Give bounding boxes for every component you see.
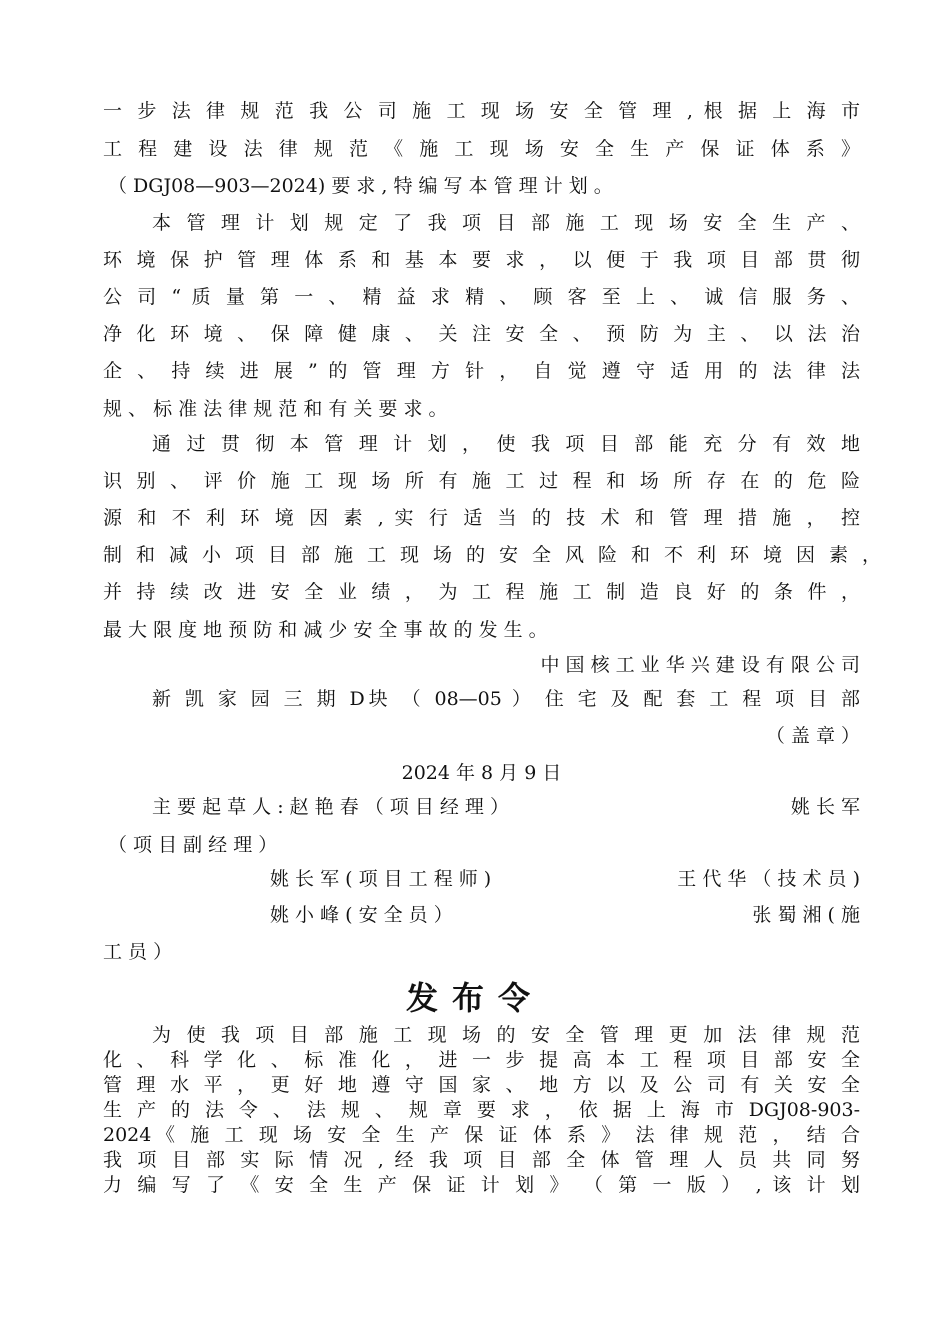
text-line: 制 和 减 小 项 目 部 施 工 现 场 的 安 全 风 险 和 不 利 环 境 因 素 ， (103, 544, 881, 566)
project-department: 新 凯 家 园 三 期 D块 （ 08—05 ） 住 宅 及 配 套 工 程 项 目 部 (152, 688, 860, 710)
text-line: 为 使 我 项 目 部 施 工 现 场 的 安 全 管 理 更 加 法 律 规 范 (152, 1024, 860, 1046)
text-line: 一 步 法 律 规 范 我 公 司 施 工 现 场 安 全 管 理 , 根 据 上 海 市 (103, 100, 860, 122)
drafter-line: 张 蜀 湘 ( 施 (752, 904, 860, 926)
text-line: （ DGJ08—903—2024) 要 求 , 特 编 写 本 管 理 计 划 。 (108, 175, 613, 197)
drafter-line: 主 要 起 草 人 : 赵 艳 春 （ 项 目 经 理 ） (152, 796, 509, 818)
text-line: 源 和 不 利 环 境 因 素 , 实 行 适 当 的 技 术 和 管 理 措 施 ， 控 (103, 507, 860, 529)
drafter-line: 姚 小 峰 ( 安 全 员 ） (270, 904, 453, 926)
drafter-line: 王 代 华 （ 技 术 员 ) (677, 868, 860, 890)
release-order-title: 发布令 (405, 979, 544, 1017)
text-line: 公 司 “ 质 量 第 一 、 精 益 求 精 、 顾 客 至 上 、 诚 信 服 务 、 (103, 286, 860, 308)
text-line: 规 、 标 准 法 律 规 范 和 有 关 要 求 。 (103, 398, 448, 420)
text-line: 净 化 环 境 、 保 障 健 康 、 关 注 安 全 、 预 防 为 主 、 以 法 治 (103, 323, 860, 345)
text-line: 并 持 续 改 进 安 全 业 绩 ， 为 工 程 施 工 制 造 良 好 的 条 件 ， (103, 581, 860, 603)
drafter-line: 姚 长 军 ( 项 目 工 程 师 ) (270, 868, 492, 890)
seal-note: （ 盖 章 ） (765, 725, 860, 747)
text-line: 企 、 持 续 进 展 ” 的 管 理 方 针 ， 自 觉 遵 守 适 用 的 法 律 法 (103, 360, 860, 382)
text-line: 工 程 建 设 法 律 规 范 《 施 工 现 场 安 全 生 产 保 证 体 系 》 (103, 138, 860, 160)
text-line: 识 别 、 评 价 施 工 现 场 所 有 施 工 过 程 和 场 所 存 在 的 危 险 (103, 470, 860, 492)
issue-date: 2024 年 8 月 9 日 (401, 762, 562, 784)
text-line: 最 大 限 度 地 预 防 和 减 少 安 全 事 故 的 发 生 。 (103, 619, 548, 641)
drafter-role: 工 员 ） (103, 941, 173, 963)
drafter-name: 姚 长 军 (790, 796, 860, 818)
drafter-role: （ 项 目 副 经 理 ） (108, 834, 278, 856)
text-line: 环 境 保 护 管 理 体 系 和 基 本 要 求 ， 以 便 于 我 项 目 部 贯 彻 (103, 249, 860, 271)
text-line: 2024《 施 工 现 场 安 全 生 产 保 证 体 系 》 法 律 规 范 ， 结 合 (103, 1124, 860, 1146)
company-name: 中 国 核 工 业 华 兴 建 设 有 限 公 司 (540, 654, 860, 676)
text-line: 通 过 贯 彻 本 管 理 计 划 ， 使 我 项 目 部 能 充 分 有 效 地 (152, 433, 860, 455)
text-line: 生 产 的 法 令 、 法 规 、 规 章 要 求 ， 依 据 上 海 市 DGJ08-903- (103, 1099, 860, 1121)
text-line: 化 、 科 学 化 、 标 准 化 ， 进 一 步 提 高 本 工 程 项 目 部 安 全 (103, 1049, 860, 1071)
text-line: 本 管 理 计 划 规 定 了 我 项 目 部 施 工 现 场 安 全 生 产 、 (152, 212, 860, 234)
text-line: 管 理 水 平 ， 更 好 地 遵 守 国 家 、 地 方 以 及 公 司 有 关 安 全 (103, 1074, 860, 1096)
text-line: 力 编 写 了 《 安 全 生 产 保 证 计 划 》 （ 第 一 版 ） , 该 计 划 (103, 1174, 860, 1196)
text-line: 我 项 目 部 实 际 情 况 , 经 我 项 目 部 全 体 管 理 人 员 共 同 努 (103, 1149, 860, 1171)
